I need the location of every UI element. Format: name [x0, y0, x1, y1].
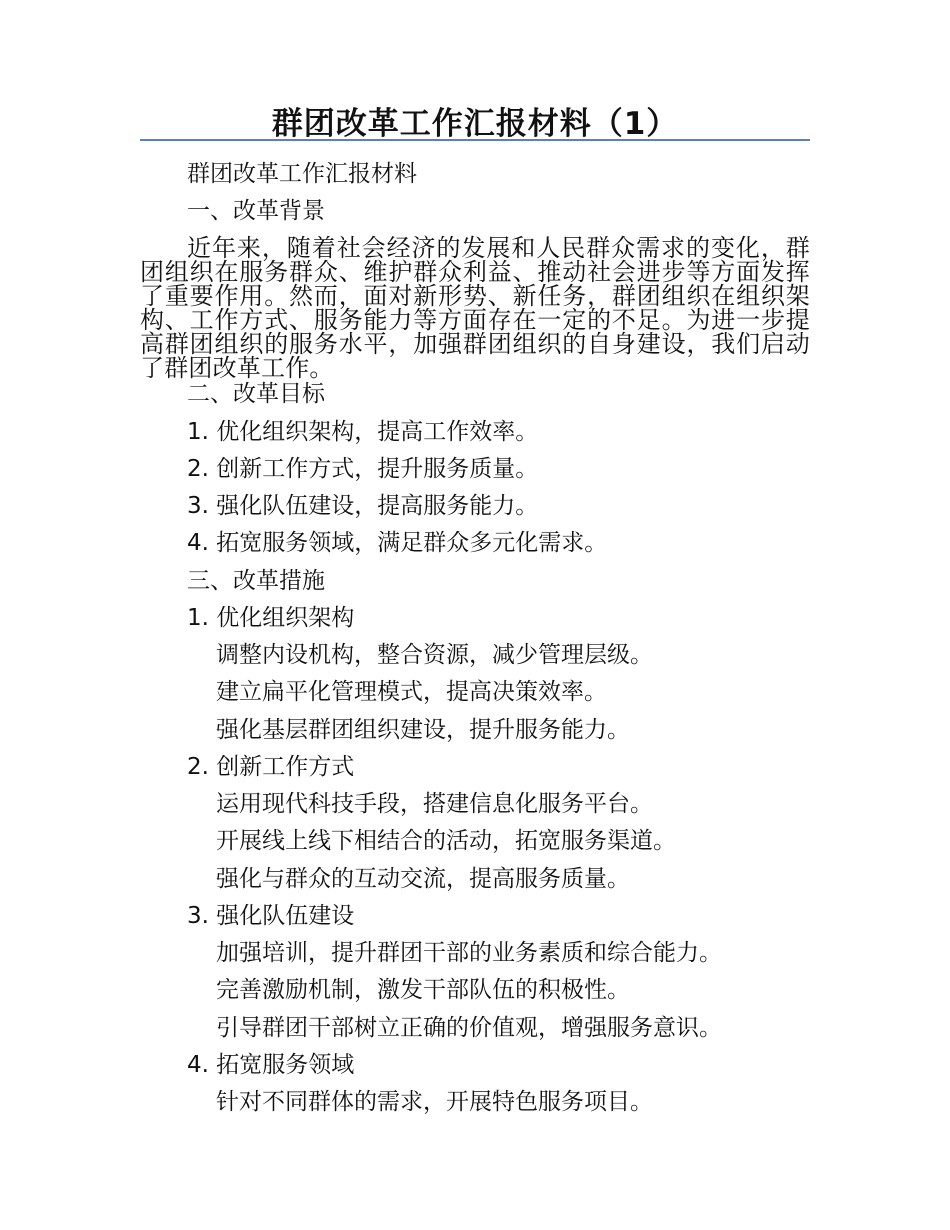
goal-item: 2. 创新工作方式，提升服务质量。: [187, 456, 539, 482]
measure-item: 开展线上线下相结合的活动，拓宽服务渠道。: [216, 828, 676, 854]
measure-item: 针对不同群体的需求，开展特色服务项目。: [216, 1089, 653, 1115]
measure-group-heading: 3. 强化队伍建设: [187, 903, 355, 929]
measure-item: 运用现代科技手段，搭建信息化服务平台。: [216, 791, 653, 817]
title-underline: [140, 139, 810, 141]
section-heading-measures: 三、改革措施: [187, 568, 325, 594]
measure-group-heading: 4. 拓宽服务领域: [187, 1052, 355, 1078]
measure-group-heading: 1. 优化组织架构: [187, 605, 355, 631]
measure-item: 完善激励机制，激发干部队伍的积极性。: [216, 977, 630, 1003]
goal-item: 1. 优化组织架构，提高工作效率。: [187, 419, 539, 445]
measure-item: 强化与群众的互动交流，提高服务质量。: [216, 866, 630, 892]
document-title: 群团改革工作汇报材料（1）: [271, 106, 679, 142]
measure-item: 引导群团干部树立正确的价值观，增强服务意识。: [216, 1015, 722, 1041]
document-subtitle: 群团改革工作汇报材料: [187, 161, 417, 187]
section-heading-goals: 二、改革目标: [187, 381, 325, 407]
background-paragraph: 近年来，随着社会经济的发展和人民群众需求的变化，群团组织在服务群众、维护群众利益、推动社会进步等方面发挥了重要作用。然而，面对新形势、新任务，群团组织在组织架构、工作方式、服务能力等方面存在一定的不足。为进一步提高群团组织的服务水平，加强群团组织的自身建设，我们启动了群团改革工作。: [140, 234, 810, 382]
measure-item: 调整内设机构，整合资源，减少管理层级。: [216, 642, 653, 668]
measure-item: 建立扁平化管理模式，提高决策效率。: [216, 679, 607, 705]
measure-group-heading: 2. 创新工作方式: [187, 754, 355, 780]
measure-item: 强化基层群团组织建设，提升服务能力。: [216, 717, 630, 743]
goal-item: 4. 拓宽服务领域，满足群众多元化需求。: [187, 530, 608, 556]
section-heading-background: 一、改革背景: [187, 198, 325, 224]
measure-item: 加强培训，提升群团干部的业务素质和综合能力。: [216, 940, 722, 966]
goal-item: 3. 强化队伍建设，提高服务能力。: [187, 493, 539, 519]
